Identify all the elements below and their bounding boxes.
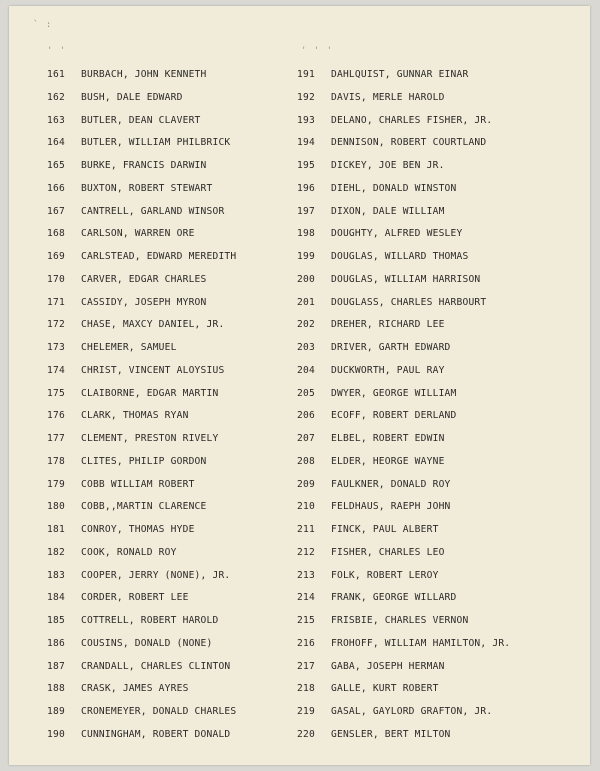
- entry-number: 162: [47, 91, 65, 103]
- top-left-mark: ` :: [33, 20, 53, 30]
- list-item: [47, 132, 236, 155]
- list-item: [297, 269, 510, 292]
- entry-number: 166: [47, 182, 65, 194]
- entry-number: 204: [297, 364, 315, 376]
- entry-name: BURBACH, JOHN KENNETH: [81, 69, 207, 80]
- entry-number: 167: [47, 205, 65, 217]
- entry-number: 208: [297, 455, 315, 467]
- entry-number: 192: [297, 91, 315, 103]
- entry-name: DAHLQUIST, GUNNAR EINAR: [331, 69, 469, 80]
- entry-name: COBB WILLIAM ROBERT: [81, 478, 195, 490]
- entry-number: 218: [297, 683, 315, 695]
- entry-name: DOUGLAS, WILLARD THOMAS: [331, 251, 469, 262]
- entry-name: FINCK, PAUL ALBERT: [331, 524, 439, 535]
- list-item: [47, 155, 236, 178]
- entry-name: FOLK, ROBERT LEROY: [331, 569, 439, 581]
- list-item: [47, 587, 236, 610]
- list-item: [297, 132, 510, 155]
- left-small-mark: ' ': [47, 46, 67, 56]
- list-item: [297, 724, 510, 747]
- entry-name: DELANO, CHARLES FISHER, JR.: [331, 114, 493, 126]
- entry-number: 211: [297, 524, 315, 535]
- list-item: [297, 633, 510, 656]
- list-item: [297, 178, 510, 201]
- entry-number: 190: [47, 728, 65, 740]
- list-item: [47, 201, 236, 224]
- entry-number: 180: [47, 501, 65, 513]
- entry-name: DWYER, GEORGE WILLIAM: [331, 387, 457, 399]
- entry-name: FISHER, CHARLES LEO: [331, 546, 445, 558]
- entry-number: 209: [297, 478, 315, 490]
- list-item: [47, 246, 236, 269]
- entry-name: CRONEMEYER, DONALD CHARLES: [81, 706, 237, 717]
- entry-name: DREHER, RICHARD LEE: [331, 319, 445, 331]
- entry-number: 200: [297, 273, 315, 285]
- entry-number: 165: [47, 160, 65, 171]
- list-item: [47, 337, 236, 360]
- entry-number: 220: [297, 728, 315, 740]
- entry-name: CLARK, THOMAS RYAN: [81, 410, 189, 422]
- entry-number: 202: [297, 319, 315, 331]
- entry-number: 174: [47, 364, 65, 376]
- entry-number: 194: [297, 137, 315, 149]
- entry-name: FELDHAUS, RAEPH JOHN: [331, 501, 451, 513]
- list-item: [47, 405, 236, 428]
- entry-number: 207: [297, 433, 315, 444]
- entry-name: DAVIS, MERLE HAROLD: [331, 91, 445, 103]
- entry-name: FROHOFF, WILLIAM HAMILTON, JR.: [331, 637, 511, 649]
- list-item: [47, 678, 236, 701]
- entry-name: CHELEMER, SAMUEL: [81, 342, 177, 353]
- list-item: [47, 110, 236, 133]
- entry-number: 206: [297, 410, 315, 422]
- entry-name: CRASK, JAMES AYRES: [81, 683, 189, 695]
- entry-number: 216: [297, 637, 315, 649]
- list-item: [297, 474, 510, 497]
- entry-number: 197: [297, 205, 315, 217]
- entry-name: BUTLER, DEAN CLAVERT: [81, 114, 201, 126]
- list-item: [47, 542, 236, 565]
- entry-number: 187: [47, 660, 65, 672]
- entry-name: CRANDALL, CHARLES CLINTON: [81, 660, 231, 672]
- entry-name: DOUGHTY, ALFRED WESLEY: [331, 228, 463, 240]
- list-item: [297, 64, 510, 87]
- entry-number: 169: [47, 251, 65, 262]
- list-item: [47, 724, 236, 747]
- list-item: [297, 610, 510, 633]
- list-item: [47, 496, 236, 519]
- list-item: [297, 656, 510, 679]
- entry-name: FRISBIE, CHARLES VERNON: [331, 615, 469, 626]
- entry-number: 186: [47, 637, 65, 649]
- entry-number: 205: [297, 387, 315, 399]
- entry-name: BUXTON, ROBERT STEWART: [81, 182, 213, 194]
- list-item: [47, 701, 236, 724]
- entry-number: 172: [47, 319, 65, 331]
- list-item: [47, 633, 236, 656]
- list-item: [47, 383, 236, 406]
- entry-name: COOPER, JERRY (NONE), JR.: [81, 569, 231, 581]
- entry-number: 164: [47, 137, 65, 149]
- list-item: [297, 542, 510, 565]
- entry-name: CLITES, PHILIP GORDON: [81, 455, 207, 467]
- entry-number: 203: [297, 342, 315, 353]
- entry-number: 179: [47, 478, 65, 490]
- entry-name: CARVER, EDGAR CHARLES: [81, 273, 207, 285]
- list-item: [47, 519, 236, 542]
- entry-name: CONROY, THOMAS HYDE: [81, 524, 195, 535]
- list-item: [297, 292, 510, 315]
- entry-name: COOK, RONALD ROY: [81, 546, 177, 558]
- entry-name: GASAL, GAYLORD GRAFTON, JR.: [331, 706, 493, 717]
- list-item: [47, 314, 236, 337]
- list-item: [297, 405, 510, 428]
- entry-number: 183: [47, 569, 65, 581]
- entry-name: DRIVER, GARTH EDWARD: [331, 342, 451, 353]
- entry-number: 188: [47, 683, 65, 695]
- entry-number: 189: [47, 706, 65, 717]
- entry-name: CHRIST, VINCENT ALOYSIUS: [81, 364, 225, 376]
- list-item: [297, 223, 510, 246]
- list-item: [297, 587, 510, 610]
- entry-name: FAULKNER, DONALD ROY: [331, 478, 451, 490]
- entry-number: 184: [47, 592, 65, 604]
- entry-name: BUSH, DALE EDWARD: [81, 91, 183, 103]
- entry-name: DIEHL, DONALD WINSTON: [331, 182, 457, 194]
- entry-name: ECOFF, ROBERT DERLAND: [331, 410, 457, 422]
- entry-number: 201: [297, 296, 315, 308]
- entry-name: DENNISON, ROBERT COURTLAND: [331, 137, 487, 149]
- entry-number: 161: [47, 69, 65, 80]
- entry-number: 219: [297, 706, 315, 717]
- entry-number: 195: [297, 160, 315, 171]
- entry-number: 193: [297, 114, 315, 126]
- list-item: [47, 223, 236, 246]
- entry-number: 198: [297, 228, 315, 240]
- list-item: [47, 565, 236, 588]
- left-roster-column: [47, 64, 236, 747]
- entry-name: DOUGLASS, CHARLES HARBOURT: [331, 296, 487, 308]
- entry-name: CANTRELL, GARLAND WINSOR: [81, 205, 225, 217]
- list-item: [297, 565, 510, 588]
- list-item: [47, 64, 236, 87]
- entry-name: ELBEL, ROBERT EDWIN: [331, 433, 445, 444]
- entry-number: 178: [47, 455, 65, 467]
- entry-number: 210: [297, 501, 315, 513]
- list-item: [47, 451, 236, 474]
- entry-number: 177: [47, 433, 65, 444]
- entry-name: ELDER, HEORGE WAYNE: [331, 455, 445, 467]
- list-item: [47, 610, 236, 633]
- list-item: [297, 383, 510, 406]
- list-item: [297, 519, 510, 542]
- entry-number: 173: [47, 342, 65, 353]
- entry-name: DUCKWORTH, PAUL RAY: [331, 364, 445, 376]
- entry-number: 171: [47, 296, 65, 308]
- entry-name: GABA, JOSEPH HERMAN: [331, 660, 445, 672]
- entry-name: CASSIDY, JOSEPH MYRON: [81, 296, 207, 308]
- list-item: [297, 337, 510, 360]
- list-item: [297, 428, 510, 451]
- entry-name: COUSINS, DONALD (NONE): [81, 637, 213, 649]
- right-roster-column: [297, 64, 510, 747]
- entry-name: COTTRELL, ROBERT HAROLD: [81, 615, 219, 626]
- entry-number: 196: [297, 182, 315, 194]
- entry-name: DIXON, DALE WILLIAM: [331, 205, 445, 217]
- list-item: [47, 474, 236, 497]
- list-item: [297, 110, 510, 133]
- entry-name: GENSLER, BERT MILTON: [331, 728, 451, 740]
- right-small-mark: ' ' ': [301, 46, 334, 56]
- entry-name: CARLSON, WARREN ORE: [81, 228, 195, 240]
- list-item: [297, 246, 510, 269]
- entry-number: 191: [297, 69, 315, 80]
- list-item: [47, 292, 236, 315]
- entry-name: GALLE, KURT ROBERT: [331, 683, 439, 695]
- entry-number: 185: [47, 615, 65, 626]
- list-item: [47, 428, 236, 451]
- list-item: [47, 178, 236, 201]
- list-item: [297, 360, 510, 383]
- list-item: [297, 496, 510, 519]
- entry-number: 170: [47, 273, 65, 285]
- list-item: [47, 656, 236, 679]
- entry-name: FRANK, GEORGE WILLARD: [331, 592, 457, 604]
- entry-name: DOUGLAS, WILLIAM HARRISON: [331, 273, 481, 285]
- entry-name: COBB,,MARTIN CLARENCE: [81, 501, 207, 513]
- entry-name: CORDER, ROBERT LEE: [81, 592, 189, 604]
- entry-name: CHASE, MAXCY DANIEL, JR.: [81, 319, 225, 331]
- entry-name: CARLSTEAD, EDWARD MEREDITH: [81, 251, 237, 262]
- entry-number: 168: [47, 228, 65, 240]
- entry-number: 181: [47, 524, 65, 535]
- list-item: [297, 701, 510, 724]
- entry-number: 175: [47, 387, 65, 399]
- list-item: [297, 314, 510, 337]
- entry-name: CLAIBORNE, EDGAR MARTIN: [81, 387, 219, 399]
- entry-number: 182: [47, 546, 65, 558]
- entry-name: BURKE, FRANCIS DARWIN: [81, 160, 207, 171]
- list-item: [297, 678, 510, 701]
- entry-number: 176: [47, 410, 65, 422]
- list-item: [47, 87, 236, 110]
- entry-name: DICKEY, JOE BEN JR.: [331, 160, 445, 171]
- list-item: [47, 269, 236, 292]
- entry-name: CLEMENT, PRESTON RIVELY: [81, 433, 219, 444]
- entry-name: CUNNINGHAM, ROBERT DONALD: [81, 728, 231, 740]
- list-item: [297, 201, 510, 224]
- entry-number: 215: [297, 615, 315, 626]
- entry-number: 212: [297, 546, 315, 558]
- entry-number: 214: [297, 592, 315, 604]
- list-item: [47, 360, 236, 383]
- list-item: [297, 155, 510, 178]
- entry-number: 163: [47, 114, 65, 126]
- entry-name: BUTLER, WILLIAM PHILBRICK: [81, 137, 231, 149]
- entry-number: 199: [297, 251, 315, 262]
- list-item: [297, 451, 510, 474]
- document-page: [9, 6, 590, 765]
- entry-number: 213: [297, 569, 315, 581]
- entry-number: 217: [297, 660, 315, 672]
- list-item: [297, 87, 510, 110]
